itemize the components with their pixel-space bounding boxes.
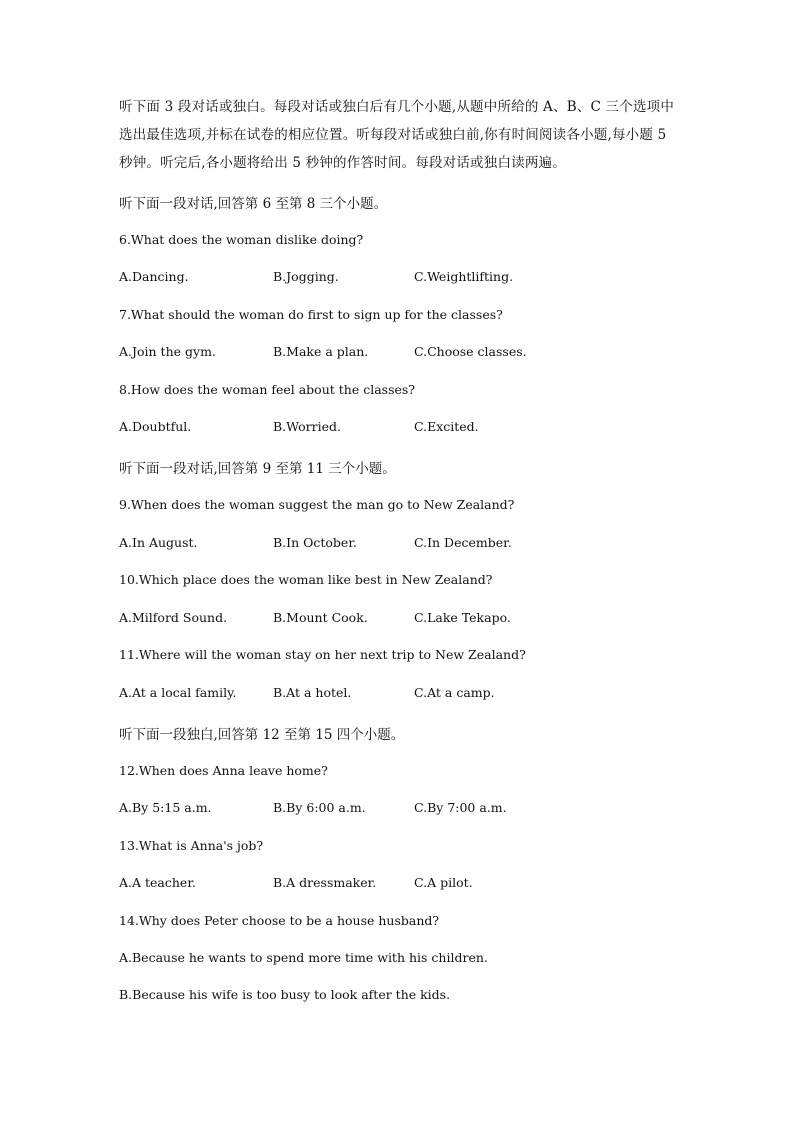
q14-option-a: A.Because he wants to spend more time with his children. (119, 950, 488, 965)
q7-option-b: B.Make a plan. (273, 344, 369, 359)
q8-option-b: B.Worried. (273, 419, 342, 434)
q12-option-c: C.By 7:00 a.m. (414, 800, 507, 815)
section-heading-dialogue-1: 听下面一段对话,回答第 6 至第 8 三个小题。 (119, 196, 388, 212)
q12-option-a: A.By 5:15 a.m. (119, 800, 212, 815)
q10-option-c: C.Lake Tekapo. (414, 610, 511, 625)
question-10: 10.Which place does the woman like best in New Zealand? (119, 572, 493, 587)
q13-option-c: C.A pilot. (414, 875, 473, 890)
question-13: 13.What is Anna's job? (119, 838, 264, 853)
q11-option-c: C.At a camp. (414, 685, 495, 700)
q6-option-c: C.Weightlifting. (414, 269, 514, 284)
question-6: 6.What does the woman dislike doing? (119, 232, 364, 247)
question-12: 12.When does Anna leave home? (119, 763, 328, 778)
q9-option-b: B.In October. (273, 535, 357, 550)
q7-option-c: C.Choose classes. (414, 344, 527, 359)
question-11: 11.Where will the woman stay on her next trip to New Zealand? (119, 647, 526, 662)
q9-option-c: C.In December. (414, 535, 512, 550)
q13-option-a: A.A teacher. (119, 875, 196, 890)
q13-option-b: B.A dressmaker. (273, 875, 377, 890)
q14-option-b: B.Because his wife is too busy to look after the kids. (119, 987, 451, 1002)
section-heading-monologue: 听下面一段独白,回答第 12 至第 15 四个小题。 (119, 727, 405, 743)
q7-option-a: A.Join the gym. (119, 344, 216, 359)
section-heading-dialogue-2: 听下面一段对话,回答第 9 至第 11 三个小题。 (119, 461, 396, 477)
question-14: 14.Why does Peter choose to be a house husband? (119, 913, 440, 928)
q10-option-b: B.Mount Cook. (273, 610, 368, 625)
question-7: 7.What should the woman do first to sign up for the classes? (119, 307, 503, 322)
q8-option-a: A.Doubtful. (119, 419, 192, 434)
q11-option-b: B.At a hotel. (273, 685, 352, 700)
q11-option-a: A.At a local family. (119, 685, 237, 700)
q6-option-a: A.Dancing. (119, 269, 189, 284)
q10-option-a: A.Milford Sound. (119, 610, 228, 625)
q6-option-b: B.Jogging. (273, 269, 339, 284)
q8-option-c: C.Excited. (414, 419, 479, 434)
q9-option-a: A.In August. (119, 535, 198, 550)
question-8: 8.How does the woman feel about the classes? (119, 382, 415, 397)
instructions-paragraph: 听下面 3 段对话或独白。每段对话或独白后有几个小题,从题中所给的 A、B、C 三个选项中选出最佳选项,并标在试卷的相应位置。听每段对话或独白前,你有时间阅读各小题,每小题 5 秒钟。听完后,各小题将给出 5 秒钟的作答时间。每段对话或独白读两遍。 (119, 99, 675, 171)
question-9: 9.When does the woman suggest the man go to New Zealand? (119, 497, 515, 512)
q12-option-b: B.By 6:00 a.m. (273, 800, 366, 815)
